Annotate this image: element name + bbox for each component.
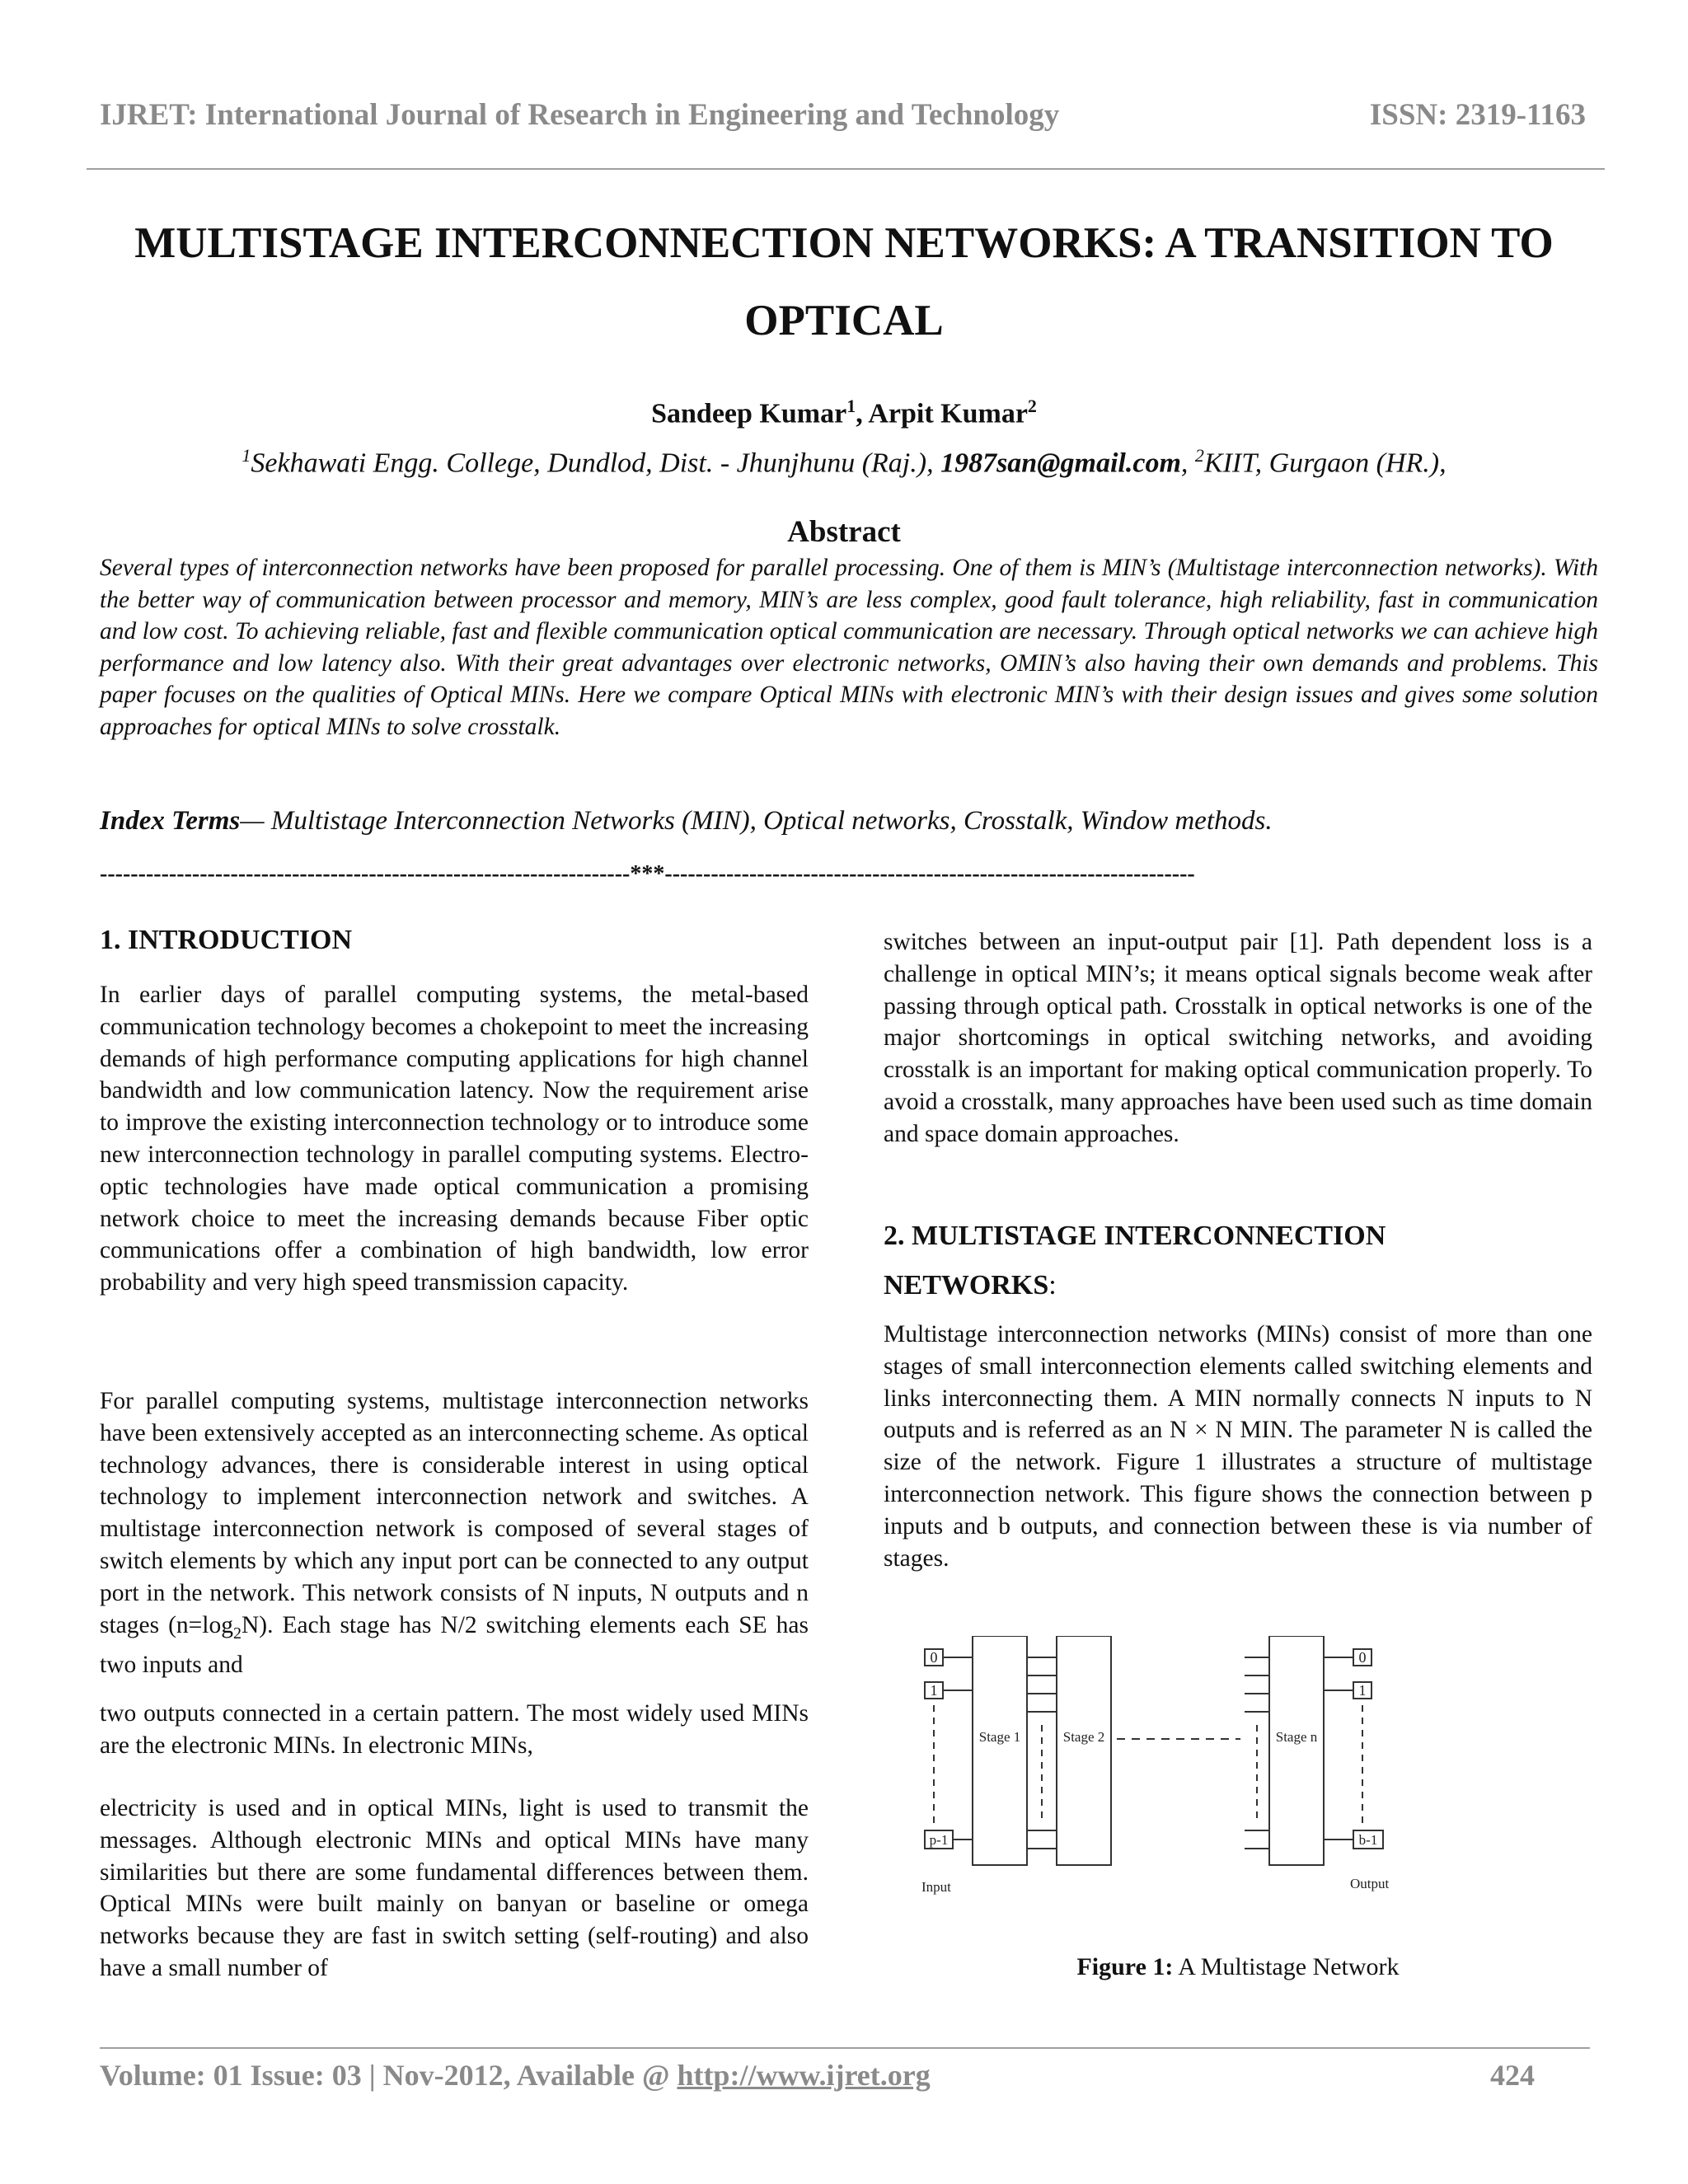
output-label-last: b-1	[1358, 1832, 1378, 1848]
abstract-body: Several types of interconnection networks have been proposed for parallel processing. One of them is MIN’s (Multistage interconnection networks). With the better way of communication between processor and memory, MIN’s are less complex, good fault tolerance, high reliability, fast in communication and low cost. To achieving reliable, fast and flexible communication optical communication are necessary. Through optical networks we can achieve high performance and low latency also. With their great advantages over electronic networks, OMIN’s also having their own demands and problems. This paper focuses on the qualities of Optical MINs. Here we compare Optical MINs with electronic MIN’s with their design issues and gives some solution approaches for optical MINs to solve crosstalk.	[100, 555, 1598, 740]
intro-p2-sub: 2	[233, 1624, 241, 1643]
figure-1-caption-text: A Multistage Network	[1173, 1953, 1400, 1980]
section-2-paragraph-1	[884, 1319, 1592, 1574]
section-2-heading-colon: :	[1048, 1270, 1057, 1301]
author-1: Sandeep Kumar	[651, 398, 847, 429]
affil-college: Sekhawati Engg. College, Dundlod, Dist. - Jhunjhunu (Raj.),	[251, 448, 941, 479]
separator-line: ---------------------------------------------------------------------***---------------------------------------------------------------------	[100, 861, 1195, 887]
intro-p1: In earlier days of parallel computing systems, the metal-based communication technology becomes a chokepoint to meet the increasing demands of high performance computing applications for high channel bandwidth and low communication latency. Now the requirement arise to improve the existing interconnection technology or to introduce some new interconnection technology in parallel computing systems. Electro-optic technologies have made optical communication a promising network choice to meet the increasing demands because Fiber optic communications offer a combination of high bandwidth, low error probability and very high speed transmission capacity.	[100, 982, 809, 1296]
intro-paragraph-5	[884, 926, 1592, 1151]
figure-1-caption	[884, 1953, 1592, 1981]
journal-url-link[interactable]: http://www.ijret.org	[677, 2059, 931, 2092]
index-terms-label: Index Terms	[100, 806, 241, 836]
input-caption: Input	[921, 1879, 951, 1895]
page-number: 424	[1490, 2059, 1535, 2092]
output-label-0: 0	[1358, 1649, 1367, 1666]
author-email[interactable]: 1987san@gmail.com	[940, 448, 1181, 479]
intro-paragraph-4	[100, 1793, 809, 1985]
title-line-1: MULTISTAGE INTERCONNECTION NETWORKS: A TRANSITION TO	[134, 219, 1554, 267]
intro-paragraph-2	[100, 1385, 809, 1681]
index-terms	[100, 806, 1598, 837]
affil-org-2: KIIT, Gurgaon (HR.),	[1203, 448, 1447, 479]
section-2-heading-line-1: 2. MULTISTAGE INTERCONNECTION	[884, 1221, 1386, 1251]
section-2-heading	[884, 1212, 1592, 1310]
stage-1-box	[973, 1636, 1027, 1865]
stage-2-label: Stage 2	[1062, 1729, 1105, 1745]
authors	[0, 396, 1688, 429]
section-2-heading-line-2	[884, 1261, 1592, 1310]
affil-sup-2: 2	[1194, 445, 1204, 466]
stage-2-box	[1057, 1636, 1111, 1865]
intro-p2-b: N). Each stage has N/2 switching elements each SE has two inputs and	[100, 1611, 809, 1679]
author-1-sup: 1	[846, 396, 856, 416]
author-2-sup: 2	[1027, 396, 1037, 416]
figure-1-caption-label: Figure 1:	[1076, 1953, 1174, 1980]
intro-p4: electricity is used and in optical MINs, light is used to transmit the messages. Although electronic MINs and optical MINs have many similarities but there are some fundamental differences between them. Optical MINs were built mainly on banyan or baseline or omega networks because they are fast in switch setting (self-routing) and also have a small number of	[100, 1795, 809, 1981]
stage-n-label: Stage n	[1275, 1729, 1318, 1745]
footer-rule	[100, 2047, 1590, 2049]
journal-name: IJRET: International Journal of Research in Engineering and Technology	[100, 98, 1060, 132]
intro-p5: switches between an input-output pair [1]. Path dependent loss is a challenge in optical MIN’s; it means optical signals become weak after passing through optical path. Crosstalk in optical networks is one of the major shortcomings in optical switching networks, and avoiding crosstalk is an important for making optical communication properly. To avoid a crosstalk, many approaches have been used such as time domain and space domain approaches.	[884, 929, 1592, 1147]
intro-p2	[100, 1385, 809, 1681]
input-label-0: 0	[930, 1649, 938, 1666]
stage-1-label: Stage 1	[978, 1729, 1021, 1745]
figure-1-diagram	[915, 1636, 1426, 1900]
intro-paragraph-1	[100, 979, 809, 1299]
issn: ISSN: 2319-1163	[1369, 98, 1586, 132]
header-rule	[87, 168, 1605, 170]
title-line-2: OPTICAL	[744, 297, 944, 344]
stage-n-box	[1269, 1636, 1324, 1865]
paper-title	[82, 204, 1606, 359]
footer-volume-text: Volume: 01 Issue: 03 | Nov-2012, Available @	[100, 2059, 678, 2092]
section-2-p1: Multistage interconnection networks (MINs) consist of more than one stages of small interconnection elements called switching elements and links interconnecting them. A MIN normally connects N inputs to N outputs and is referred as an N × N MIN. The parameter N is called the size of the network. Figure 1 illustrates a structure of multistage interconnection network. This figure shows the connection between p inputs and b outputs, and connection between these is via number of stages.	[884, 1321, 1592, 1572]
author-2: Arpit Kumar	[868, 398, 1028, 429]
output-label-1: 1	[1358, 1682, 1367, 1699]
input-label-1: 1	[930, 1682, 938, 1699]
footer-volume	[100, 2058, 931, 2093]
input-label-last: p-1	[929, 1832, 949, 1848]
affil-sep: ,	[1180, 448, 1195, 479]
section-1-heading: 1. INTRODUCTION	[100, 925, 353, 955]
intro-paragraph-3	[100, 1698, 809, 1762]
section-2-heading-word: NETWORKS	[884, 1270, 1049, 1301]
abstract-heading: Abstract	[787, 515, 901, 549]
output-caption: Output	[1350, 1876, 1390, 1891]
author-sep: ,	[856, 398, 869, 429]
intro-p2-a: For parallel computing systems, multistage interconnection networks have been extensively accepted as an interconnecting scheme. As optical technology advances, there is considerable interest in using optical technology to implement interconnection network and switches. A multistage interconnection network is composed of several stages of switch elements by which any input port can be connected to any output port in the network. This network consists of N inputs, N outputs and n stages (n=log	[100, 1388, 809, 1638]
index-terms-text: — Multistage Interconnection Networks (MIN), Optical networks, Crosstalk, Window methods.	[240, 806, 1273, 836]
affil-sup-1: 1	[241, 445, 251, 466]
intro-p3: two outputs connected in a certain pattern. The most widely used MINs are the electronic MINs. In electronic MINs,	[100, 1700, 809, 1759]
affiliation	[0, 445, 1688, 479]
